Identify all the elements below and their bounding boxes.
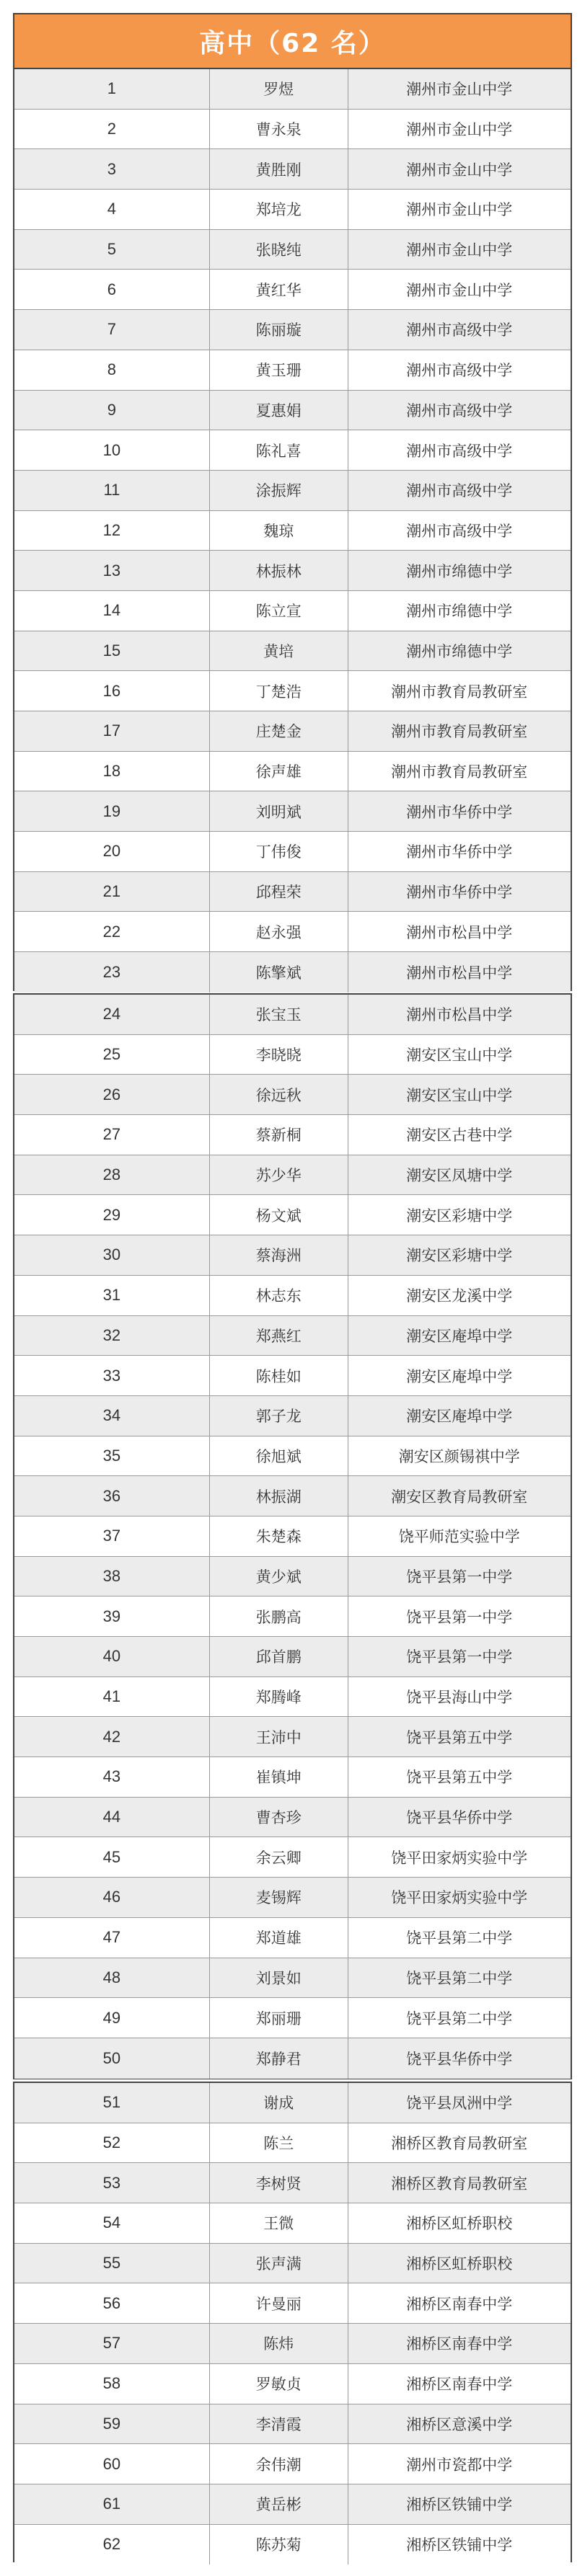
table-row xyxy=(14,2283,571,2324)
table-row xyxy=(14,149,571,190)
school-name: 饶平县第五中学 xyxy=(406,1728,513,1746)
row-number: 14 xyxy=(102,601,121,620)
school-name: 饶平县第五中学 xyxy=(406,1769,513,1787)
school-name: 潮安区彩塘中学 xyxy=(406,1207,513,1225)
school-name: 饶平县第一中学 xyxy=(406,1568,513,1586)
table-row xyxy=(14,1717,571,1757)
table-row xyxy=(14,591,571,631)
person-name: 谢成 xyxy=(209,2083,348,2123)
row-number: 49 xyxy=(102,2008,121,2027)
school-name: 湘桥区铁铺中学 xyxy=(406,2536,513,2554)
school-name: 潮州市教育局教研室 xyxy=(391,683,528,701)
school-name: 潮安区彩塘中学 xyxy=(406,1247,513,1265)
school-name: 湘桥区南春中学 xyxy=(406,2295,513,2313)
row-number: 41 xyxy=(102,1687,121,1706)
school-name: 湘桥区虹桥职校 xyxy=(406,2215,513,2233)
row-number: 42 xyxy=(102,1727,121,1746)
row-number: 26 xyxy=(102,1085,121,1103)
row-number: 27 xyxy=(102,1125,121,1144)
school-name: 饶平师范实验中学 xyxy=(398,1528,520,1546)
school-name: 潮州市金山中学 xyxy=(406,241,513,259)
table-row xyxy=(14,1798,571,1838)
person-name: 郑静君 xyxy=(209,2038,348,2079)
row-number: 4 xyxy=(107,200,117,218)
row-number: 44 xyxy=(102,1808,121,1826)
school-name: 潮安区凤塘中学 xyxy=(406,1167,513,1185)
person-name: 黄玉珊 xyxy=(209,350,348,390)
person-name: 赵永强 xyxy=(209,912,348,951)
row-number: 60 xyxy=(102,2454,121,2473)
school-name: 潮州市绵德中学 xyxy=(406,603,513,621)
table-row xyxy=(14,1757,571,1798)
table-row xyxy=(14,270,571,310)
row-number: 56 xyxy=(102,2293,121,2312)
table-row xyxy=(14,2203,571,2244)
table-row xyxy=(14,1677,571,1718)
school-name: 湘桥区南春中学 xyxy=(406,2335,513,2353)
school-name: 潮州市高级中学 xyxy=(406,442,513,460)
person-name: 罗敏贞 xyxy=(209,2364,348,2404)
person-name: 苏少华 xyxy=(209,1155,348,1195)
row-number: 58 xyxy=(102,2374,121,2393)
row-number: 54 xyxy=(102,2213,121,2232)
row-number: 50 xyxy=(102,2048,121,2067)
school-name: 饶平县第二中学 xyxy=(406,1969,513,1987)
table-row xyxy=(14,995,571,1035)
person-name: 罗煜 xyxy=(209,69,348,109)
row-number: 1 xyxy=(107,79,117,98)
person-name: 邱首鹏 xyxy=(209,1637,348,1676)
row-number: 52 xyxy=(102,2133,121,2152)
table-section-1 xyxy=(13,68,572,991)
table-row xyxy=(14,1637,571,1677)
school-name: 潮州市绵德中学 xyxy=(406,642,513,660)
school-name: 潮安区宝山中学 xyxy=(406,1047,513,1065)
person-name: 余伟潮 xyxy=(209,2444,348,2484)
row-number: 15 xyxy=(102,641,121,659)
table-row xyxy=(14,2525,571,2565)
row-number: 22 xyxy=(102,922,121,941)
row-number: 35 xyxy=(102,1446,121,1465)
person-name: 李树贤 xyxy=(209,2163,348,2203)
row-number: 11 xyxy=(103,481,120,499)
person-name: 郑燕红 xyxy=(209,1316,348,1356)
row-number: 40 xyxy=(102,1647,121,1666)
table-row xyxy=(14,1958,571,1999)
person-name: 陈炜 xyxy=(209,2324,348,2363)
person-name: 庄楚金 xyxy=(209,711,348,751)
row-number: 3 xyxy=(107,159,117,178)
table-row xyxy=(14,791,571,832)
person-name: 李晓晓 xyxy=(209,1035,348,1075)
school-name: 潮安区古巷中学 xyxy=(406,1127,513,1145)
person-name: 许曼丽 xyxy=(209,2283,348,2323)
school-name: 潮州市教育局教研室 xyxy=(391,763,528,781)
person-name: 刘景如 xyxy=(209,1958,348,1998)
row-number: 51 xyxy=(102,2093,121,2112)
table-row xyxy=(14,2038,571,2079)
row-number: 21 xyxy=(102,882,121,901)
table-row xyxy=(14,2324,571,2364)
table-row xyxy=(14,2484,571,2525)
row-number: 2 xyxy=(107,120,117,138)
person-name: 张宝玉 xyxy=(209,995,348,1034)
table-row xyxy=(14,551,571,591)
table-row xyxy=(14,1155,571,1196)
table-row xyxy=(14,430,571,471)
person-name: 王微 xyxy=(209,2203,348,2243)
row-number: 23 xyxy=(102,962,121,981)
school-name: 饶平田家炳实验中学 xyxy=(391,1889,528,1907)
person-name: 郭子龙 xyxy=(209,1396,348,1436)
row-number: 8 xyxy=(107,360,117,379)
row-number: 30 xyxy=(102,1245,121,1264)
person-name: 黄岳彬 xyxy=(209,2484,348,2524)
school-name: 饶平县华侨中学 xyxy=(406,1809,513,1827)
table-title: 高中（62 名） xyxy=(199,28,386,58)
school-name: 潮州市教育局教研室 xyxy=(391,723,528,741)
table-row xyxy=(14,2444,571,2484)
person-name: 朱楚森 xyxy=(209,1516,348,1556)
school-name: 潮安区庵埠中学 xyxy=(406,1408,513,1426)
school-name: 潮州市高级中学 xyxy=(406,482,513,500)
table-row xyxy=(14,1878,571,1918)
table-row xyxy=(14,1998,571,2038)
school-name: 潮安区庵埠中学 xyxy=(406,1367,513,1385)
school-name: 潮安区龙溪中学 xyxy=(406,1287,513,1305)
school-name: 饶平县第二中学 xyxy=(406,2009,513,2028)
school-name: 潮州市华侨中学 xyxy=(406,843,513,861)
row-number: 57 xyxy=(102,2334,121,2353)
school-name: 湘桥区南春中学 xyxy=(406,2376,513,2394)
school-name: 潮州市松昌中学 xyxy=(406,923,513,941)
person-name: 邱程荣 xyxy=(209,872,348,912)
row-number: 9 xyxy=(107,400,117,419)
row-number: 43 xyxy=(102,1767,121,1786)
person-name: 刘明斌 xyxy=(209,791,348,831)
table-row xyxy=(14,1115,571,1155)
person-name: 黄少斌 xyxy=(209,1557,348,1596)
row-number: 55 xyxy=(102,2254,121,2273)
row-number: 12 xyxy=(102,520,121,539)
table-section-2 xyxy=(13,993,572,2079)
person-name: 徐远秋 xyxy=(209,1075,348,1114)
table-row xyxy=(14,511,571,551)
row-number: 37 xyxy=(102,1527,121,1545)
person-name: 曹永泉 xyxy=(209,110,348,149)
person-name: 张晓纯 xyxy=(209,230,348,270)
row-number: 24 xyxy=(102,1005,121,1023)
person-name: 李清霞 xyxy=(209,2404,348,2444)
row-number: 61 xyxy=(102,2495,121,2513)
school-name: 潮州市金山中学 xyxy=(406,161,513,179)
table-row xyxy=(14,1356,571,1396)
school-name: 潮州市松昌中学 xyxy=(406,964,513,982)
school-name: 潮州市高级中学 xyxy=(406,522,513,540)
table-row xyxy=(14,2123,571,2164)
person-name: 陈苏菊 xyxy=(209,2525,348,2565)
row-number: 47 xyxy=(102,1928,121,1947)
row-number: 7 xyxy=(107,320,117,339)
table-row xyxy=(14,1918,571,1958)
school-name: 潮安区颜锡祺中学 xyxy=(398,1447,520,1465)
person-name: 蔡新桐 xyxy=(209,1115,348,1155)
table-row xyxy=(14,1516,571,1557)
row-number: 33 xyxy=(102,1366,121,1385)
school-name: 饶平县华侨中学 xyxy=(406,2050,513,2068)
table-row xyxy=(14,1195,571,1235)
table-row xyxy=(14,69,571,110)
row-number: 45 xyxy=(102,1847,121,1866)
table-row xyxy=(14,1396,571,1436)
school-name: 潮州市瓷都中学 xyxy=(406,2456,513,2474)
school-name: 潮州市金山中学 xyxy=(406,201,513,219)
row-number: 46 xyxy=(102,1888,121,1906)
row-number: 6 xyxy=(107,280,117,298)
table-row xyxy=(14,230,571,270)
row-number: 29 xyxy=(102,1205,121,1224)
person-name: 王沛中 xyxy=(209,1717,348,1756)
school-name: 潮州市金山中学 xyxy=(406,81,513,99)
person-name: 蔡海洲 xyxy=(209,1235,348,1275)
table-row xyxy=(14,350,571,391)
person-name: 张声满 xyxy=(209,2244,348,2283)
school-name: 潮安区教育局教研室 xyxy=(391,1488,528,1506)
person-name: 郑培龙 xyxy=(209,190,348,229)
school-name: 潮州市华侨中学 xyxy=(406,884,513,902)
school-name: 潮州市高级中学 xyxy=(406,401,513,419)
table-row xyxy=(14,631,571,672)
person-name: 徐声雄 xyxy=(209,752,348,791)
row-number: 31 xyxy=(102,1286,121,1305)
row-number: 19 xyxy=(102,801,121,820)
person-name: 黄胜刚 xyxy=(209,149,348,189)
school-name: 饶平县凤洲中学 xyxy=(406,2095,513,2113)
table-row xyxy=(14,1557,571,1597)
school-name: 潮州市金山中学 xyxy=(406,121,513,139)
person-name: 麦锡辉 xyxy=(209,1878,348,1917)
table-row xyxy=(14,1316,571,1356)
person-name: 涂振辉 xyxy=(209,471,348,510)
table-row xyxy=(14,1276,571,1316)
table-row xyxy=(14,872,571,912)
table-row xyxy=(14,671,571,711)
table-row xyxy=(14,2244,571,2284)
row-number: 38 xyxy=(102,1566,121,1585)
person-name: 杨文斌 xyxy=(209,1195,348,1235)
person-name: 魏琼 xyxy=(209,511,348,551)
person-name: 陈礼喜 xyxy=(209,430,348,470)
table-row xyxy=(14,952,571,992)
person-name: 陈桂如 xyxy=(209,1356,348,1395)
school-name: 湘桥区铁铺中学 xyxy=(406,2496,513,2514)
row-number: 13 xyxy=(102,561,121,579)
table-row xyxy=(14,471,571,511)
person-name: 郑丽珊 xyxy=(209,1998,348,2038)
school-name: 潮州市华侨中学 xyxy=(406,803,513,821)
table-row xyxy=(14,1235,571,1276)
school-name: 饶平县第二中学 xyxy=(406,1929,513,1947)
row-number: 39 xyxy=(102,1607,121,1625)
table-row xyxy=(14,752,571,792)
school-name: 饶平县海山中学 xyxy=(406,1689,513,1707)
table-row xyxy=(14,1075,571,1115)
person-name: 陈擎斌 xyxy=(209,952,348,992)
table-row xyxy=(14,1476,571,1516)
row-number: 5 xyxy=(107,240,117,259)
person-name: 林振湖 xyxy=(209,1476,348,1516)
person-name: 丁伟俊 xyxy=(209,832,348,871)
person-name: 林志东 xyxy=(209,1276,348,1315)
row-number: 17 xyxy=(102,721,121,740)
table-row xyxy=(14,1837,571,1878)
person-name: 郑道雄 xyxy=(209,1918,348,1958)
person-name: 崔镇坤 xyxy=(209,1757,348,1797)
row-number: 18 xyxy=(102,762,121,781)
school-name: 湘桥区意溪中学 xyxy=(406,2415,513,2433)
table-row xyxy=(14,310,571,350)
person-name: 余云卿 xyxy=(209,1837,348,1877)
table-row xyxy=(14,1596,571,1637)
school-name: 潮安区宝山中学 xyxy=(406,1086,513,1104)
row-number: 62 xyxy=(102,2535,121,2554)
table-section-3 xyxy=(13,2082,572,2562)
row-number: 48 xyxy=(102,1968,121,1986)
table-row xyxy=(14,711,571,752)
school-name: 饶平县第一中学 xyxy=(406,1608,513,1626)
table-row xyxy=(14,1436,571,1477)
person-name: 丁楚浩 xyxy=(209,671,348,711)
table-row xyxy=(14,2163,571,2203)
school-name: 湘桥区教育局教研室 xyxy=(391,2175,528,2193)
person-name: 黄培 xyxy=(209,631,348,671)
row-number: 32 xyxy=(102,1325,121,1344)
school-name: 潮州市高级中学 xyxy=(406,321,513,339)
school-name: 湘桥区虹桥职校 xyxy=(406,2255,513,2273)
school-name: 湘桥区教育局教研室 xyxy=(391,2135,528,2153)
person-name: 郑腾峰 xyxy=(209,1677,348,1717)
row-number: 59 xyxy=(102,2414,121,2433)
row-number: 20 xyxy=(102,842,121,861)
table-header xyxy=(13,13,572,68)
school-name: 饶平田家炳实验中学 xyxy=(391,1849,528,1867)
row-number: 16 xyxy=(102,681,121,700)
table-row xyxy=(14,190,571,230)
row-number: 28 xyxy=(102,1165,121,1184)
school-name: 潮州市绵德中学 xyxy=(406,562,513,580)
table-row xyxy=(14,2364,571,2404)
row-number: 25 xyxy=(102,1045,121,1064)
table-row xyxy=(14,2404,571,2445)
table-row xyxy=(14,912,571,952)
person-name: 夏惠娟 xyxy=(209,391,348,430)
row-number: 36 xyxy=(102,1486,121,1505)
row-number: 53 xyxy=(102,2173,121,2192)
person-name: 林振林 xyxy=(209,551,348,590)
table-row xyxy=(14,832,571,872)
school-name: 潮州市金山中学 xyxy=(406,281,513,299)
person-name: 徐旭斌 xyxy=(209,1436,348,1476)
table-row xyxy=(14,391,571,431)
table-row xyxy=(14,2083,571,2123)
table-row xyxy=(14,110,571,150)
person-name: 陈兰 xyxy=(209,2123,348,2163)
row-number: 10 xyxy=(102,440,121,459)
school-name: 饶平县第一中学 xyxy=(406,1648,513,1666)
person-name: 陈立宣 xyxy=(209,591,348,631)
school-name: 潮州市松昌中学 xyxy=(406,1006,513,1024)
person-name: 张鹏高 xyxy=(209,1596,348,1636)
school-name: 潮安区庵埠中学 xyxy=(406,1327,513,1345)
table-row xyxy=(14,1035,571,1075)
person-name: 黄红华 xyxy=(209,270,348,309)
person-name: 陈丽璇 xyxy=(209,310,348,350)
row-number: 34 xyxy=(102,1406,121,1425)
school-name: 潮州市高级中学 xyxy=(406,362,513,380)
person-name: 曹杏珍 xyxy=(209,1798,348,1837)
